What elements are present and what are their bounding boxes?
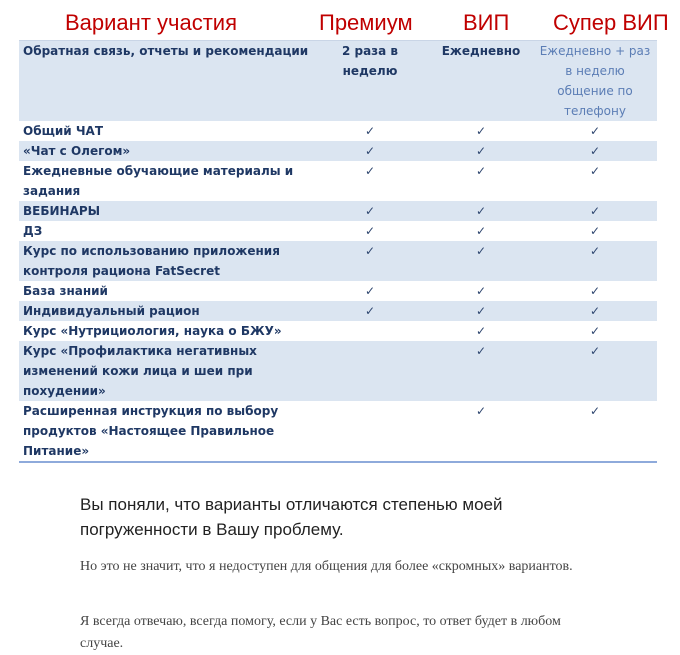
- check-icon: ✓: [475, 204, 487, 218]
- table-row: [19, 221, 657, 241]
- header-option: Вариант участия: [65, 10, 237, 35]
- check-icon: ✓: [364, 124, 376, 138]
- table-row: [19, 341, 657, 401]
- check-icon: ✓: [589, 164, 601, 178]
- premium-cell: [311, 301, 429, 321]
- super-cell: [533, 301, 657, 321]
- super-cell: [533, 341, 657, 401]
- check-icon: ✓: [475, 224, 487, 238]
- feature-label: «Чат с Олегом»: [23, 144, 131, 158]
- table-body: [19, 121, 657, 461]
- table-row: [19, 321, 657, 341]
- article-paragraph-2: Я всегда отвечаю, всегда помогу, если у Вас есть вопрос, то ответ будет в любом случае.: [80, 614, 561, 651]
- check-icon: ✓: [364, 164, 376, 178]
- table-row: [19, 121, 657, 141]
- table-row: [19, 401, 657, 461]
- super-cell: [533, 161, 657, 201]
- check-icon: ✓: [589, 144, 601, 158]
- premium-cell: [311, 221, 429, 241]
- header-super-vip: Супер ВИП: [553, 10, 669, 35]
- check-icon: ✓: [364, 304, 376, 318]
- comparison-table: [19, 8, 669, 463]
- premium-cell: [311, 321, 429, 341]
- premium-cell: [311, 141, 429, 161]
- check-icon: ✓: [475, 164, 487, 178]
- vip-cell: [429, 221, 533, 241]
- check-icon: ✓: [364, 204, 376, 218]
- vip-cell: [429, 341, 533, 401]
- article-paragraph-1: Но это не значит, что я недоступен для общения для более «скромных» вариантов.: [80, 559, 573, 574]
- vip-cell: [429, 121, 533, 141]
- premium-cell: [311, 401, 429, 461]
- vip-cell: [429, 161, 533, 201]
- vip-cell: [429, 301, 533, 321]
- check-icon: ✓: [589, 204, 601, 218]
- feature-label: ДЗ: [23, 224, 43, 238]
- check-icon: ✓: [589, 224, 601, 238]
- check-icon: ✓: [475, 304, 487, 318]
- check-icon: ✓: [475, 144, 487, 158]
- feature-label: Индивидуальный рацион: [23, 304, 200, 318]
- check-icon: ✓: [475, 124, 487, 138]
- check-icon: ✓: [475, 344, 487, 358]
- premium-cell: 2 раза в неделю: [341, 44, 399, 78]
- check-icon: ✓: [475, 324, 487, 338]
- feature-label: Курс по использованию приложения контроля рациона FatSecret: [23, 244, 280, 278]
- super-cell: [533, 121, 657, 141]
- super-cell: [533, 221, 657, 241]
- super-cell: [533, 141, 657, 161]
- feature-label: Курс «Нутрициология, наука о БЖУ»: [23, 324, 282, 338]
- table-row: [19, 241, 657, 281]
- vip-cell: [429, 401, 533, 461]
- article-heading: Вы поняли, что варианты отличаются степенью моей погруженности в Вашу проблему.: [80, 495, 503, 539]
- super-cell: [533, 201, 657, 221]
- check-icon: ✓: [589, 344, 601, 358]
- vip-cell: [429, 241, 533, 281]
- vip-cell: [429, 141, 533, 161]
- table-row: [19, 281, 657, 301]
- check-icon: ✓: [589, 404, 601, 418]
- super-cell: [533, 321, 657, 341]
- table-bottom-border: [19, 461, 657, 463]
- check-icon: ✓: [364, 224, 376, 238]
- feature-label: Курс «Профилактика негативных изменений кожи лица и шеи при похудении»: [23, 344, 257, 398]
- feature-label: Общий ЧАТ: [23, 124, 104, 138]
- vip-cell: Ежедневно: [441, 44, 521, 58]
- check-icon: ✓: [589, 324, 601, 338]
- check-icon: ✓: [475, 244, 487, 258]
- check-icon: ✓: [364, 284, 376, 298]
- vip-cell: [429, 201, 533, 221]
- table-row: [19, 141, 657, 161]
- feature-label: База знаний: [23, 284, 108, 298]
- check-icon: ✓: [475, 284, 487, 298]
- vip-cell: [429, 281, 533, 301]
- check-icon: ✓: [589, 284, 601, 298]
- vip-cell: [429, 321, 533, 341]
- check-icon: ✓: [364, 244, 376, 258]
- premium-cell: [311, 341, 429, 401]
- table-row-feedback: [19, 40, 657, 121]
- table-row: [19, 161, 657, 201]
- check-icon: ✓: [364, 144, 376, 158]
- check-icon: ✓: [589, 244, 601, 258]
- table-header: [19, 8, 669, 40]
- feature-label: ВЕБИНАРЫ: [23, 204, 101, 218]
- table-row: [19, 301, 657, 321]
- check-icon: ✓: [589, 304, 601, 318]
- super-cell: [533, 281, 657, 301]
- header-premium: Премиум: [319, 10, 413, 35]
- super-cell: [533, 401, 657, 461]
- check-icon: ✓: [589, 124, 601, 138]
- premium-cell: [311, 121, 429, 141]
- super-cell: [533, 241, 657, 281]
- feature-label: Ежедневные обучающие материалы и задания: [23, 164, 294, 198]
- super-vip-cell: Ежедневно + раз в неделю общение по телефону: [539, 44, 651, 118]
- premium-cell: [311, 201, 429, 221]
- feature-label: Расширенная инструкция по выбору продуктов «Настоящее Правильное Питание»: [23, 404, 279, 458]
- premium-cell: [311, 281, 429, 301]
- feature-label: Обратная связь, отчеты и рекомендации: [23, 44, 309, 58]
- check-icon: ✓: [475, 404, 487, 418]
- premium-cell: [311, 241, 429, 281]
- header-vip: ВИП: [463, 10, 510, 35]
- table-row: [19, 201, 657, 221]
- premium-cell: [311, 161, 429, 201]
